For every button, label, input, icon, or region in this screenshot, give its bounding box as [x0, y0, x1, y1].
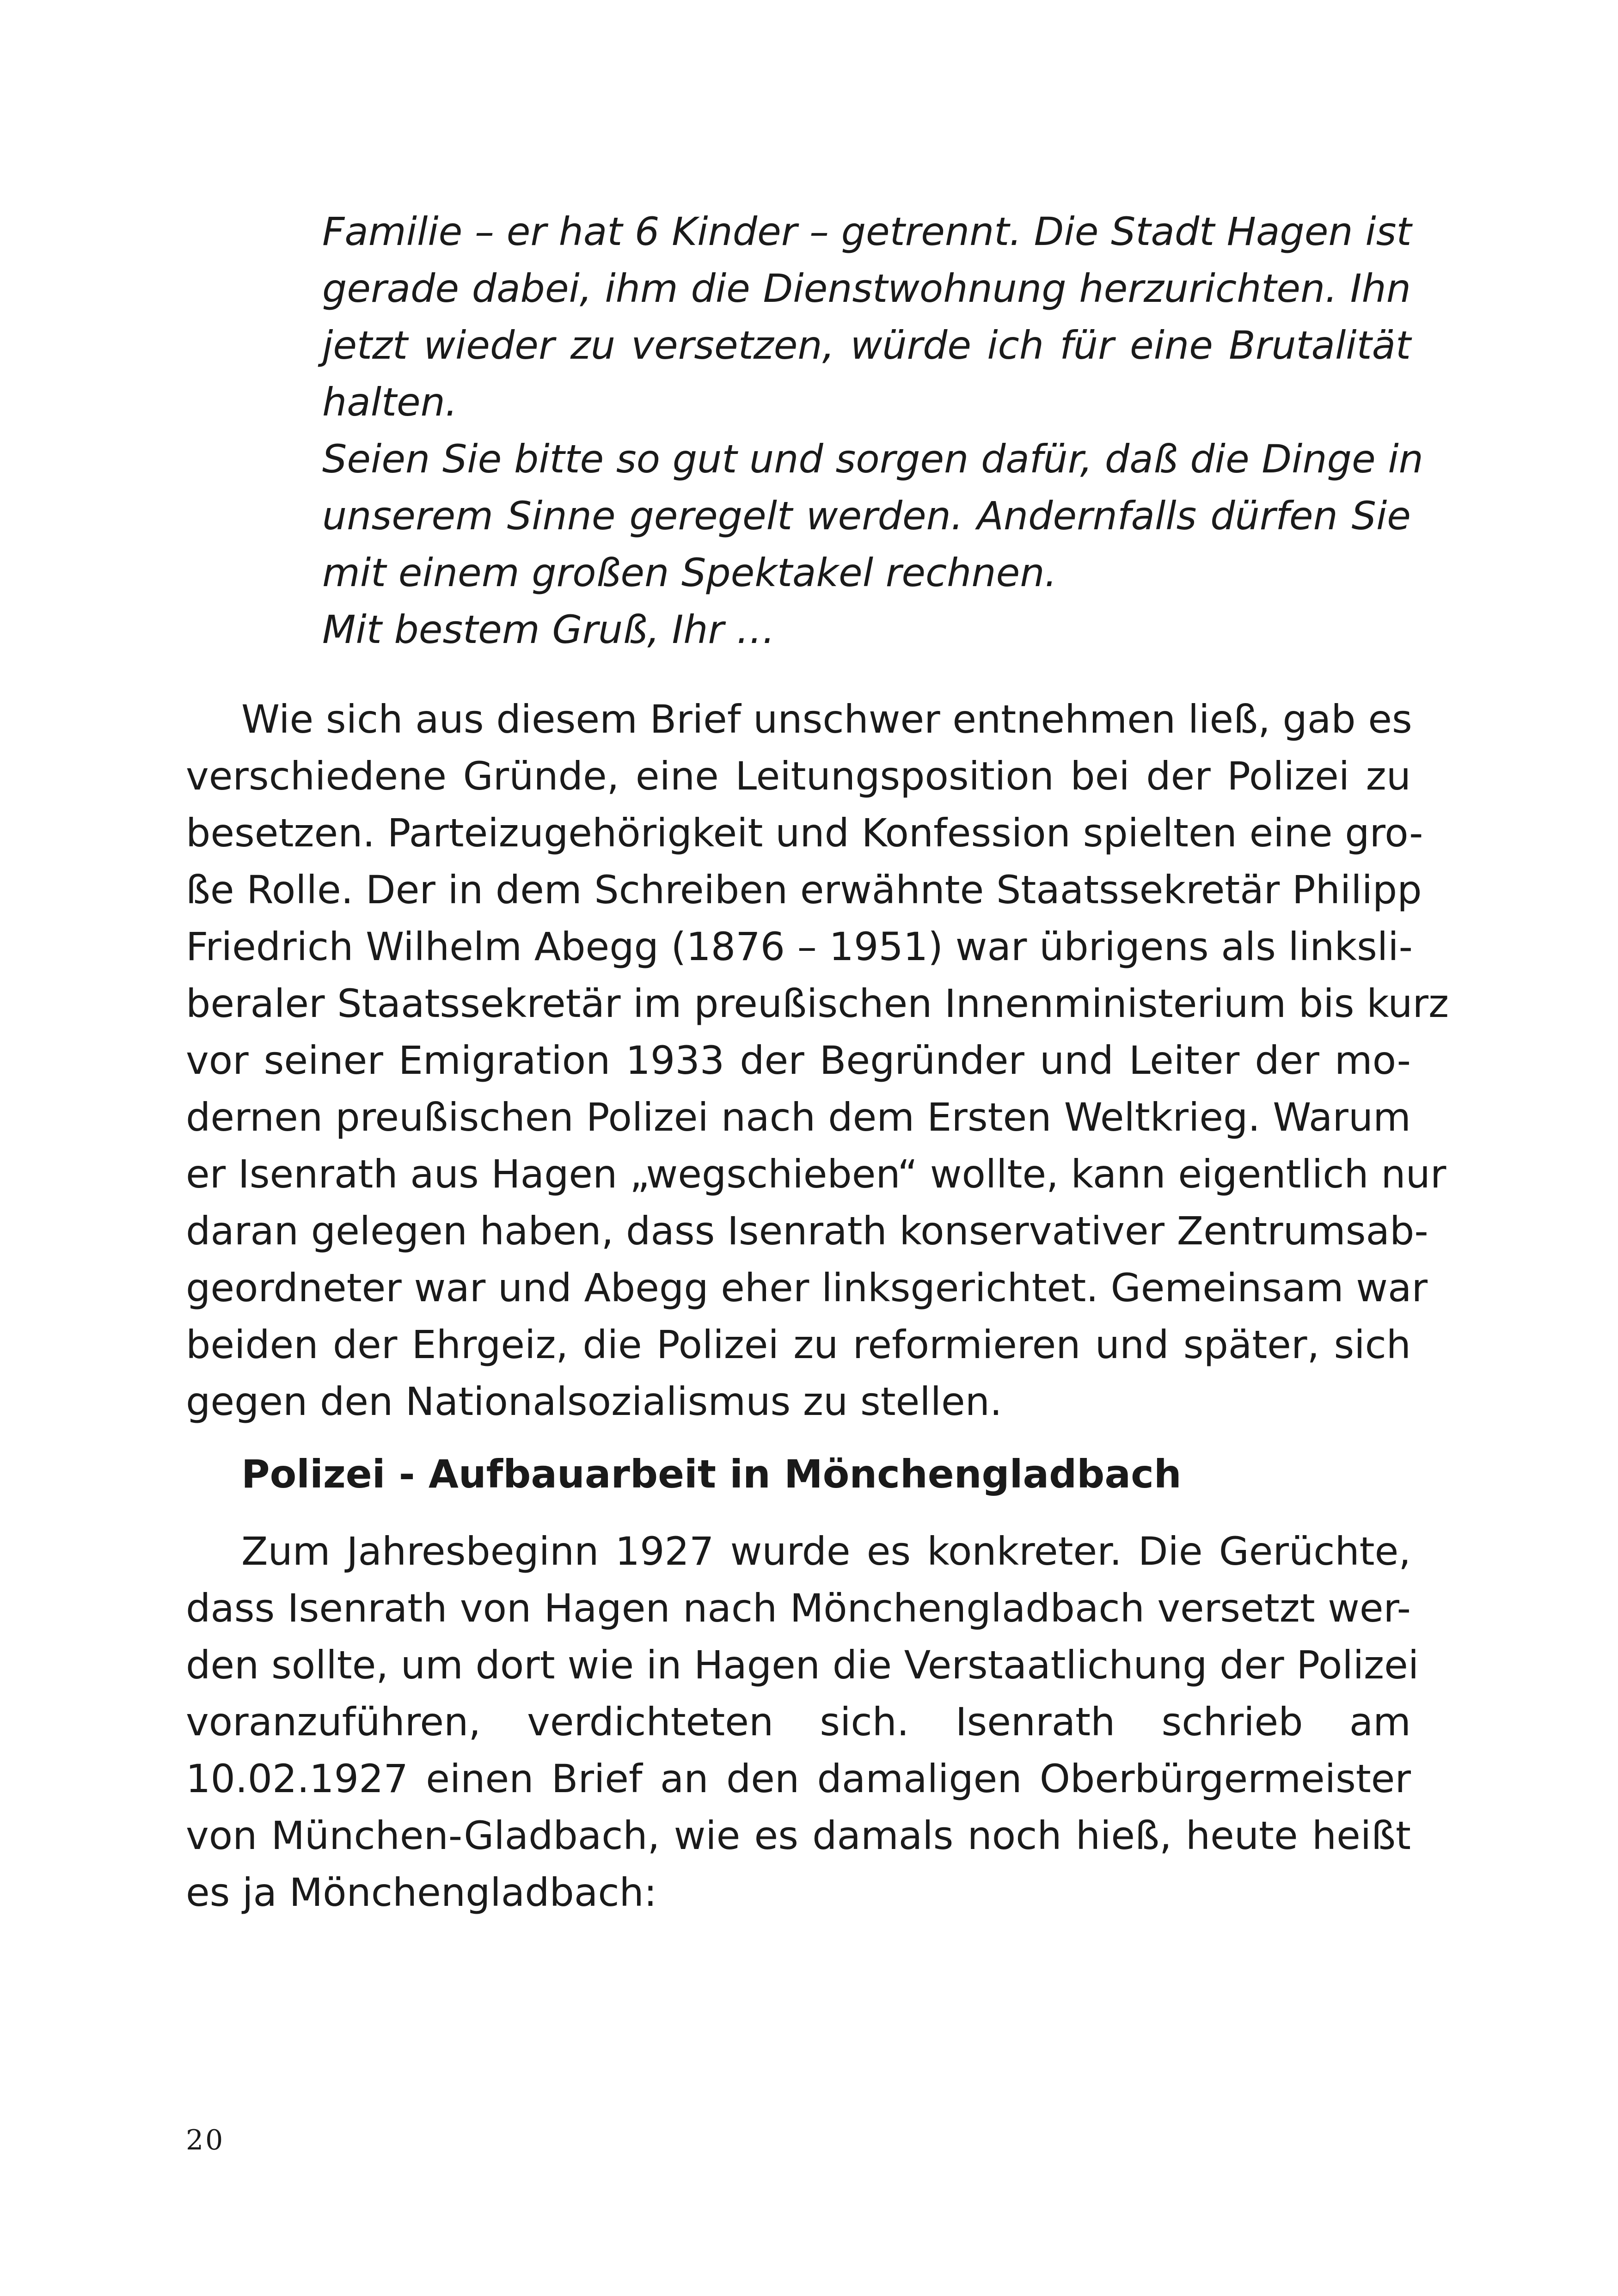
text-line: 10.02.1927 einen Brief an den damaligen Oberbürgermeister: [186, 1756, 1411, 1801]
quote-line: unserem Sinne geregelt werden. Andernfalls dürfen Sie: [322, 493, 1411, 539]
text-line: ße Rolle. Der in dem Schreiben erwähnte Staatssekretär Philipp: [186, 867, 1422, 912]
text-line: geordneter war und Abegg eher linksgerichtet. Gemeinsam war: [186, 1265, 1428, 1310]
text-line: besetzen. Parteizugehörigkeit und Konfession spielten eine gro-: [186, 810, 1423, 856]
text-line: vor seiner Emigration 1933 der Begründer und Leiter der mo-: [186, 1038, 1411, 1083]
paragraph-1: [186, 691, 1449, 1430]
quote-line: Seien Sie bitte so gut und sorgen dafür, daß die Dinge in: [322, 436, 1423, 482]
text-line: gegen den Nationalsozialismus zu stellen.: [186, 1379, 1002, 1424]
text-line: beiden der Ehrgeiz, die Polizei zu reformieren und später, sich: [186, 1322, 1411, 1367]
paragraph-2: [186, 1523, 1419, 1921]
text-line: beraler Staatssekretär im preußischen Innenministerium bis kurz: [186, 981, 1449, 1026]
text-line: es ja Mönchengladbach:: [186, 1870, 657, 1915]
text-line: Friedrich Wilhelm Abegg (1876 – 1951) war übrigens als linksli-: [186, 924, 1413, 969]
text-line: verschiedene Gründe, eine Leitungsposition bei der Polizei zu: [186, 753, 1411, 799]
quoted-letter: [322, 203, 1423, 658]
text-line: den sollte, um dort wie in Hagen die Verstaatlichung der Polizei: [186, 1642, 1419, 1688]
section-heading: Polizei - Aufbauarbeit in Mönchengladbach: [241, 1451, 1182, 1497]
text-line: Zum Jahresbeginn 1927 wurde es konkreter. Die Gerüchte,: [241, 1529, 1411, 1574]
page-number: 20: [186, 2124, 225, 2156]
text-line: er Isenrath aus Hagen „wegschieben“ wollte, kann eigentlich nur: [186, 1151, 1446, 1197]
text-line: Wie sich aus diesem Brief unschwer entnehmen ließ, gab es: [241, 697, 1412, 742]
text-line: voranzuführen, verdichteten sich. Isenrath schrieb am: [186, 1699, 1411, 1745]
text-line: dass Isenrath von Hagen nach Mönchengladbach versetzt wer-: [186, 1586, 1411, 1631]
quote-line: mit einem großen Spektakel rechnen.: [322, 550, 1057, 595]
quote-line: Familie – er hat 6 Kinder – getrennt. Die Stadt Hagen ist: [322, 209, 1412, 254]
quote-line: jetzt wieder zu versetzen, würde ich für eine Brutalität: [322, 323, 1411, 368]
quote-line: halten.: [322, 380, 458, 425]
text-line: von München-Gladbach, wie es damals noch hieß, heute heißt: [186, 1813, 1411, 1858]
quote-line: gerade dabei, ihm die Dienstwohnung herzurichten. Ihn: [322, 266, 1411, 311]
text-line: dernen preußischen Polizei nach dem Ersten Weltkrieg. Warum: [186, 1095, 1411, 1140]
text-line: daran gelegen haben, dass Isenrath konservativer Zentrumsab-: [186, 1208, 1428, 1254]
quote-line: Mit bestem Gruß, Ihr …: [322, 607, 775, 652]
